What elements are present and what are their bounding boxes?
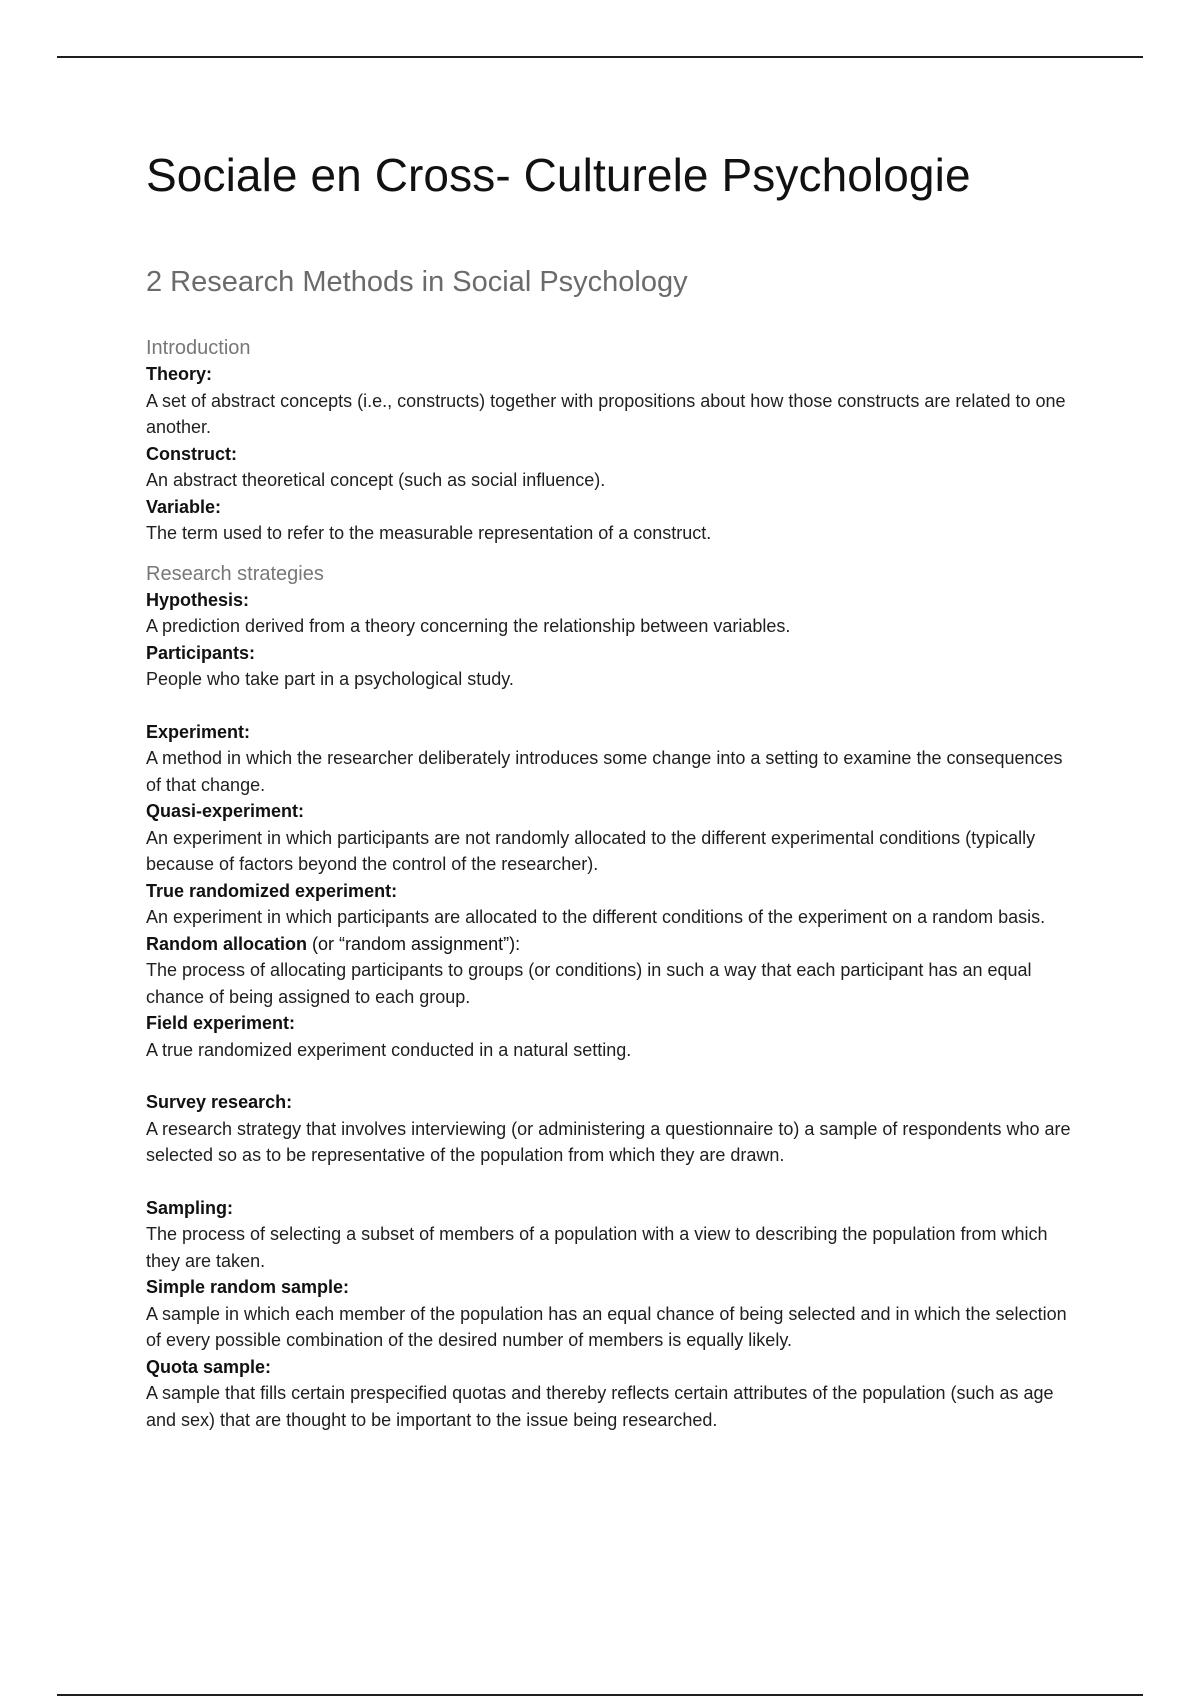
glossary-term (146, 1089, 1076, 1116)
glossary-term (146, 587, 1076, 614)
glossary-definition: A true randomized experiment conducted in a natural setting. (146, 1039, 632, 1060)
term-group (146, 1089, 1076, 1169)
glossary-entry (146, 1354, 1076, 1434)
group-spacer (146, 693, 1076, 719)
glossary-entry (146, 1089, 1076, 1169)
glossary-entry (146, 361, 1076, 441)
group-spacer (146, 1169, 1076, 1195)
term-group (146, 1195, 1076, 1434)
term-group (146, 361, 1076, 547)
glossary-definition: A sample that fills certain prespecified quotas and thereby reflects certain attributes of the population (such as age and sex) that are thought to be important to the issue being researched. (146, 1383, 1054, 1430)
glossary-definition: A sample in which each member of the population has an equal chance of being selected and in which the selection of every possible combination of the desired number of members is equally likely. (146, 1303, 1067, 1350)
glossary-definition: People who take part in a psychological study. (146, 669, 514, 689)
glossary-term (146, 494, 1076, 521)
glossary-definition: An abstract theoretical concept (such as social influence). (146, 470, 606, 490)
glossary-term (146, 1274, 1076, 1301)
glossary-entry (146, 931, 1076, 1011)
term-group (146, 719, 1076, 1064)
glossary-definition: The process of allocating participants to groups (or conditions) in such a way that each participant has an equal chance of being assigned to each group. (146, 960, 1032, 1007)
glossary-term (146, 1195, 1076, 1222)
term-label: Field experiment: (146, 1013, 296, 1033)
glossary-definition: A prediction derived from a theory concerning the relationship between variables. (146, 616, 791, 636)
glossary-term (146, 361, 1076, 388)
term-label: Participants: (146, 642, 256, 663)
section-heading: Research strategies (146, 562, 324, 585)
term-label: Quasi-experiment: (146, 801, 305, 821)
term-label: Construct: (146, 443, 237, 464)
glossary-entry (146, 878, 1076, 931)
glossary-entry (146, 798, 1076, 878)
glossary-term (146, 1354, 1076, 1381)
glossary-entry (146, 1274, 1076, 1354)
term-label: Experiment: (146, 721, 251, 742)
document-title: Sociale en Cross- Culturele Psychologie (146, 149, 971, 201)
glossary-term (146, 640, 1076, 667)
glossary-definition: An experiment in which participants are allocated to the different conditions of the experiment on a random basis. (146, 907, 1046, 927)
glossary-definition: The term used to refer to the measurable representation of a construct. (146, 523, 712, 543)
term-label: Variable: (146, 496, 222, 517)
section (146, 561, 1076, 1434)
glossary-entry (146, 494, 1076, 547)
top-rule (57, 56, 1143, 58)
glossary-definition: The process of selecting a subset of members of a population with a view to describing the population from which they are taken. (146, 1224, 1048, 1271)
glossary-definition: A research strategy that involves interviewing (or administering a questionnaire to) a sample of respondents who are selected so as to be representative of the population from which they are drawn. (146, 1118, 1071, 1165)
glossary-term (146, 798, 1076, 825)
glossary-entry (146, 1195, 1076, 1275)
glossary-entry (146, 640, 1076, 693)
term-label: Theory: (146, 364, 213, 384)
glossary-definition: An experiment in which participants are not randomly allocated to the different experimental conditions (typically because of factors beyond the control of the researcher). (146, 827, 1036, 874)
term-label: Sampling: (146, 1197, 234, 1218)
section-heading: Introduction (146, 337, 251, 359)
term-label: Random allocation (146, 933, 308, 954)
glossary-entry (146, 587, 1076, 640)
glossary-term (146, 719, 1076, 746)
bottom-rule (57, 1694, 1143, 1696)
chapter-title: 2 Research Methods in Social Psychology (146, 266, 688, 298)
glossary-term (146, 441, 1076, 468)
group-spacer (146, 1063, 1076, 1089)
term-label: True randomized experiment: (146, 880, 398, 901)
glossary-definition: A method in which the researcher deliberately introduces some change into a setting to examine the consequences of that change. (146, 748, 1063, 795)
section (146, 335, 1076, 547)
term-qualifier: (or “random assignment”): (307, 933, 521, 954)
glossary-entry (146, 1010, 1076, 1063)
glossary-definition: A set of abstract concepts (i.e., constructs) together with propositions about how those constructs are related to one another. (146, 390, 1066, 437)
term-label: Simple random sample: (146, 1277, 350, 1297)
glossary-term (146, 931, 1076, 958)
term-label: Hypothesis: (146, 589, 250, 610)
glossary-term (146, 1010, 1076, 1037)
sections-container (146, 335, 1076, 1433)
glossary-term (146, 878, 1076, 905)
term-group (146, 587, 1076, 693)
glossary-entry (146, 719, 1076, 799)
term-label: Survey research: (146, 1092, 293, 1112)
term-label: Quota sample: (146, 1356, 272, 1377)
glossary-entry (146, 441, 1076, 494)
